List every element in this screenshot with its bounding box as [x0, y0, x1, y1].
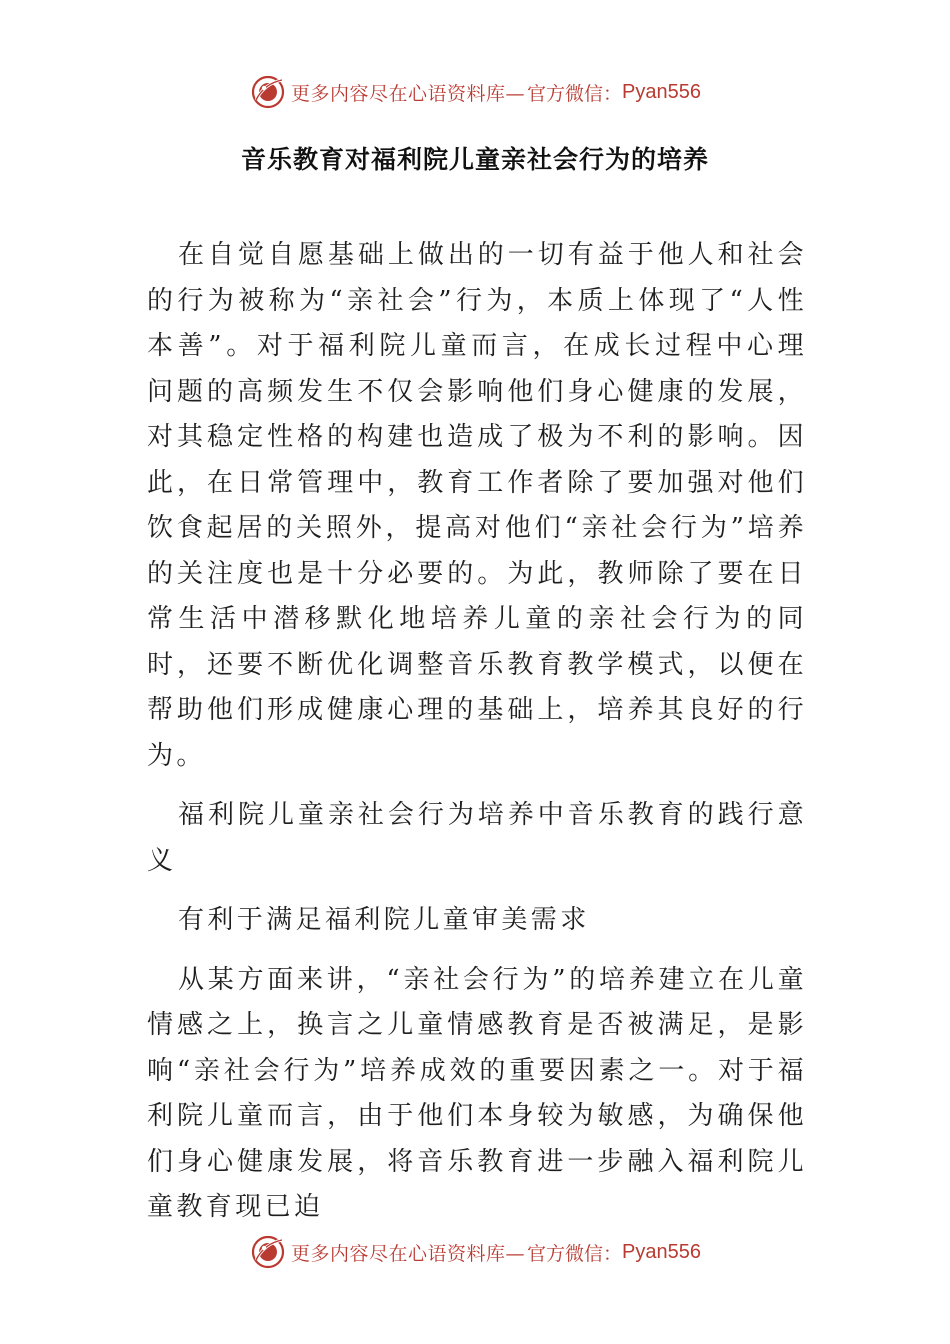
banner-wechat-id: Pyan556: [622, 80, 701, 103]
paragraph: 在自觉自愿基础上做出的一切有益于他人和社会的行为被称为“亲社会”行为，本质上体现了“人性本善”。对于福利院儿童而言，在成长过程中心理问题的高频发生不仅会影响他们身心健康的发展，对其稳定性格的构建也造成了极为不利的影响。因此，在日常管理中，教育工作者除了要加强对他们饮食起居的关照外，提高对他们“亲社会行为”培养的关注度也是十分必要的。为此，教师除了要在日常生活中潜移默化地培养儿童的亲社会行为的同时，还要不断优化调整音乐教育教学模式，以便在帮助他们形成健康心理的基础上，培养其良好的行为。: [147, 240, 807, 771]
banner-text: 更多内容尽在心语资料库—: [291, 82, 526, 105]
footer-banner: [0, 1230, 950, 1274]
document-body: [147, 233, 807, 1245]
paragraph: 从某方面来讲，“亲社会行为”的培养建立在儿童情感之上，换言之儿童情感教育是否被满足，是影响“亲社会行为”培养成效的重要因素之一。对于福利院儿童而言，由于他们本身较为敏感，为确保他们身心健康发展，将音乐教育进一步融入福利院儿童教育现已迫: [147, 964, 807, 1222]
xinyu-library-logo-icon: [249, 73, 287, 111]
subsection-heading: 有利于满足福利院儿童审美需求: [178, 905, 590, 935]
section-heading: 福利院儿童亲社会行为培养中音乐教育的践行意义: [147, 800, 807, 876]
banner-text: 更多内容尽在心语资料库—: [291, 1242, 526, 1265]
xinyu-library-logo-icon: [249, 1233, 287, 1271]
banner-wechat-id: Pyan556: [622, 1240, 701, 1263]
banner-wechat-label: 官方微信：: [527, 82, 623, 105]
header-banner: [0, 70, 950, 114]
banner-wechat-label: 官方微信：: [527, 1242, 623, 1265]
document-title: 音乐教育对福利院儿童亲社会行为的培养: [240, 145, 709, 174]
